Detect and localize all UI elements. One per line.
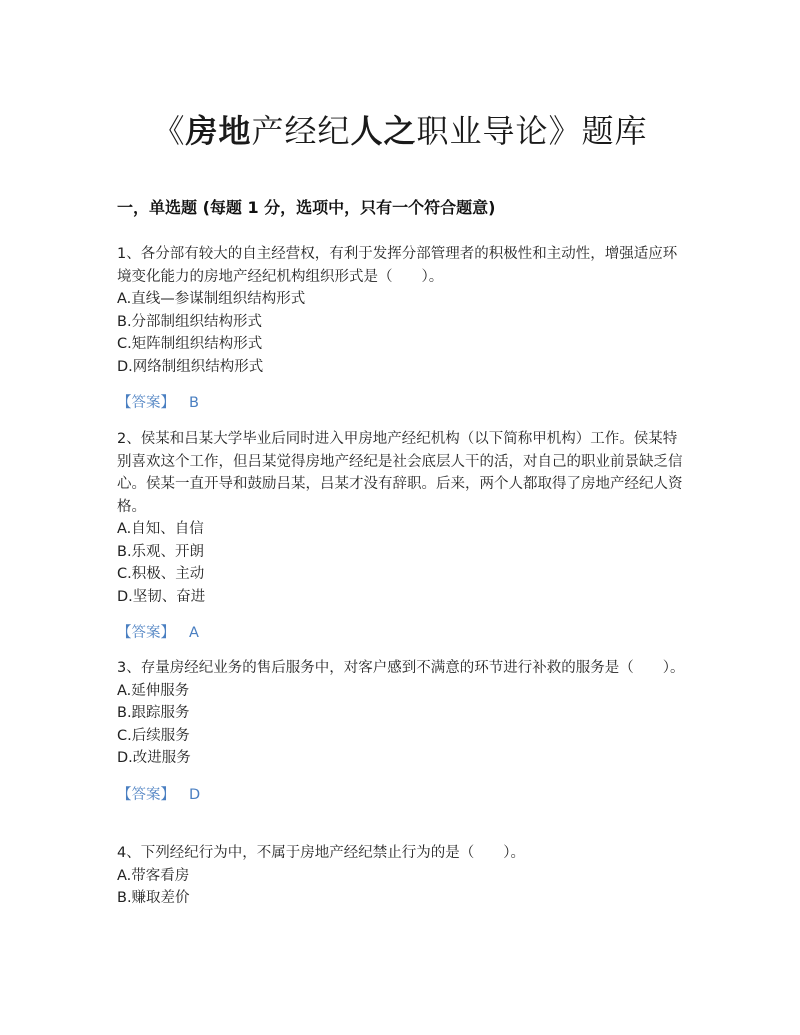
title-part-bold: 房地	[185, 112, 252, 150]
option-c: C.矩阵制组织结构形式	[117, 336, 263, 352]
title-part: 产经纪	[251, 112, 351, 150]
option-list	[117, 518, 687, 608]
document-title	[0, 109, 800, 153]
option-b: B.赚取差价	[117, 890, 190, 906]
title-part: 职业导论》题库	[416, 112, 648, 150]
question-4	[117, 842, 687, 910]
question-stem: 1、各分部有较大的自主经营权，有利于发挥分部管理者的积极性和主动性，增强适应环境变化能力的房地产经纪机构组织形式是（ ）。	[117, 246, 678, 285]
answer-line	[117, 784, 687, 806]
option-a: A.带客看房	[117, 867, 190, 884]
option-a: A.自知、自信	[117, 521, 204, 537]
answer-value: B	[189, 395, 199, 411]
question-stem: 4、下列经纪行为中，不属于房地产经纪禁止行为的是（ ）。	[117, 845, 525, 861]
option-b: B.乐观、开朗	[117, 543, 205, 560]
question-3	[117, 657, 687, 806]
question-stem: 2、侯某和吕某大学毕业后同时进入甲房地产经纪机构（以下简称甲机构）工作。侯某特别喜欢这个工作，但吕某觉得房地产经纪是社会底层人干的活，对自己的职业前景缺乏信心。侯某一直开导和鼓励吕某，吕某才没有辞职。后来，两个人都取得了房地产经纪人资格。	[117, 431, 683, 515]
answer-label: 【答案】	[117, 395, 175, 411]
option-c: C.后续服务	[117, 727, 190, 744]
section-heading: 一，单选题 (每题 1 分，选项中，只有一个符合题意)	[117, 198, 496, 217]
option-a: A.直线—参谋制组织结构形式	[117, 291, 306, 307]
answer-line	[117, 392, 687, 414]
option-c: C.积极、主动	[117, 566, 205, 582]
option-d: D.网络制组织结构形式	[117, 358, 264, 375]
option-a: A.延伸服务	[117, 682, 190, 699]
answer-label: 【答案】	[117, 786, 175, 803]
option-b: B.分部制组织结构形式	[117, 313, 263, 330]
question-stem: 3、存量房经纪业务的售后服务中，对客户感到不满意的环节进行补救的服务是（ ）。	[117, 660, 685, 676]
answer-value: D	[189, 786, 201, 803]
option-list	[117, 865, 687, 910]
title-part: 《	[152, 112, 186, 150]
option-b: B.跟踪服务	[117, 705, 190, 721]
answer-label: 【答案】	[117, 625, 175, 641]
title-part-bold: 人之	[350, 112, 417, 150]
answer-line	[117, 622, 687, 644]
question-2	[117, 428, 687, 644]
option-d: D.改进服务	[117, 750, 191, 766]
question-1	[117, 243, 687, 414]
option-d: D.坚韧、奋进	[117, 588, 206, 605]
option-list	[117, 680, 687, 770]
answer-value: A	[189, 625, 199, 641]
option-list	[117, 288, 687, 378]
